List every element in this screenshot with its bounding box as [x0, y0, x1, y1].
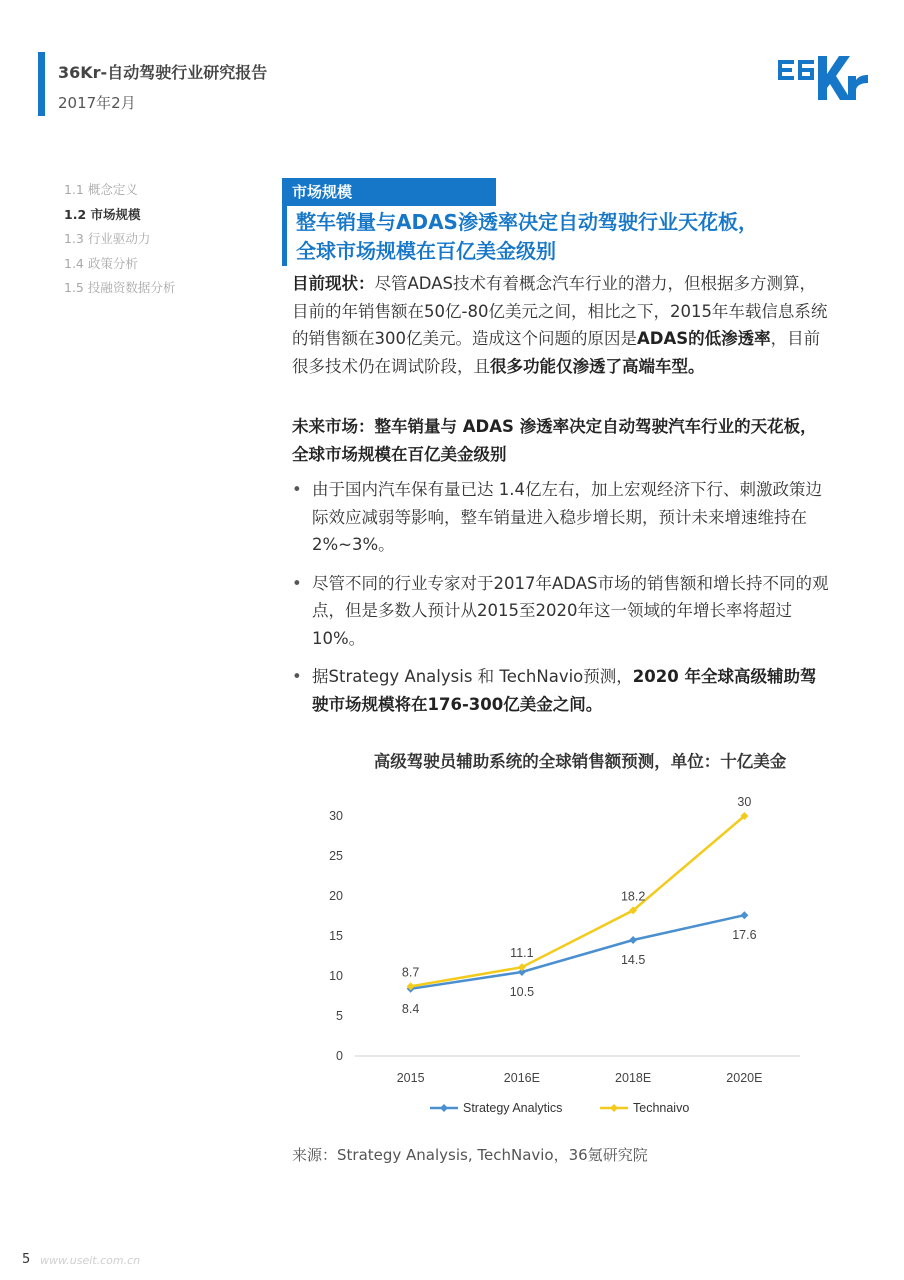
paragraph-lead: 目前现状： — [292, 274, 375, 293]
watermark: www.useit.com.cn — [40, 1254, 141, 1267]
data-label: 10.5 — [509, 985, 535, 999]
toc-item[interactable]: 1.5 投融资数据分析 — [64, 280, 176, 295]
data-label: 18.2 — [620, 889, 646, 904]
paragraph-emphasis: 很多功能仅渗透了高端车型。 — [490, 356, 705, 376]
report-date: 2017年2月 — [58, 94, 136, 112]
x-tick-label: 2018E — [615, 1071, 652, 1085]
legend-label: Strategy Analytics — [463, 1101, 563, 1115]
36kr-logo — [776, 54, 872, 108]
paragraph-text: 尽管ADAS技术有着概念汽车行业的潜力，但根据多方测算，目前的年销售额在50亿-80亿美元之间，相比之下，2015年车载信息系统的销售额在300亿美元。造成这个问题的原因是 — [292, 274, 828, 348]
headline-line-2: 全球市场规模在百亿美金级别 — [296, 239, 556, 263]
legend-label: Technaivo — [633, 1101, 690, 1115]
data-label: 14.5 — [620, 953, 646, 967]
data-label: 8.4 — [401, 1001, 420, 1016]
data-label: 8.7 — [401, 965, 420, 980]
table-of-contents — [64, 178, 175, 301]
bullet-item — [292, 570, 832, 653]
header-accent-bar — [38, 52, 45, 116]
data-label: 17.6 — [732, 928, 757, 943]
series-line-technaivo — [411, 816, 745, 986]
section-rule — [282, 206, 287, 266]
line-chart — [300, 786, 840, 1136]
chart-title: 高级驾驶员辅助系统的全球销售额预测，单位：十亿美金 — [373, 752, 787, 771]
bullet-item — [292, 663, 832, 718]
section-tab: 市场规模 — [282, 178, 496, 206]
page-number: 5 — [22, 1252, 31, 1267]
paragraph-text: ，目前很多技术仍在调试阶段，且 — [292, 329, 821, 376]
bullet-dot-icon: • — [292, 667, 302, 686]
y-tick-label: 15 — [329, 929, 343, 943]
y-tick-label: 10 — [329, 969, 343, 983]
future-market-paragraph — [292, 413, 832, 468]
bullet-text: 据Strategy Analysis 和 TechNavio预测， — [312, 667, 633, 686]
y-tick-label: 25 — [329, 849, 343, 863]
data-point-marker — [629, 936, 637, 944]
toc-item-active[interactable]: 1.2 市场规模 — [64, 206, 141, 222]
x-tick-label: 2015 — [396, 1071, 425, 1085]
bullet-dot-icon: • — [292, 480, 302, 499]
section-headline — [296, 208, 836, 266]
toc-item[interactable]: 1.1 概念定义 — [64, 182, 138, 197]
bullet-emphasis: 2020 年全球高级辅助驾驶市场规模将在176-300亿美金之间。 — [312, 667, 817, 714]
report-title: 36Kr-自动驾驶行业研究报告 — [58, 63, 268, 82]
bullet-text: 由于国内汽车保有量已达 1.4亿左右，加上宏观经济下行、刺激政策边际效应减弱等影响，整车销量进入稳步增长期，预计未来增速维持在 2%~3%。 — [312, 480, 822, 554]
paragraph-bold-text: 未来市场：整车销量与 ADAS 渗透率决定自动驾驶汽车行业的天花板，全球市场规模在百亿美金级别 — [292, 417, 817, 464]
headline-line-1: 整车销量与ADAS渗透率决定自动驾驶行业天花板， — [296, 210, 758, 234]
current-status-paragraph — [292, 270, 832, 380]
x-tick-label: 2020E — [726, 1071, 763, 1085]
y-tick-label: 20 — [329, 889, 343, 903]
toc-item[interactable]: 1.4 政策分析 — [64, 255, 138, 271]
bullet-list — [292, 476, 832, 729]
y-tick-label: 0 — [336, 1049, 343, 1063]
y-tick-label: 30 — [329, 809, 343, 823]
data-label: 30 — [737, 795, 752, 809]
y-tick-label: 5 — [336, 1009, 343, 1023]
bullet-item — [292, 476, 832, 559]
bullet-text: 尽管不同的行业专家对于2017年ADAS市场的销售额和增长持不同的观点，但是多数人预计从2015至2020年这一领域的年增长率将超过10%。 — [312, 573, 829, 648]
source-note: 来源：Strategy Analysis, TechNavio，36氪研究院 — [292, 1146, 648, 1164]
legend-marker-icon — [440, 1104, 448, 1112]
bullet-dot-icon: • — [292, 573, 302, 593]
paragraph-emphasis: ADAS的低渗透率 — [637, 329, 771, 348]
x-tick-label: 2016E — [503, 1071, 540, 1085]
legend-marker-icon — [610, 1104, 618, 1112]
data-point-marker — [740, 911, 748, 919]
toc-item[interactable]: 1.3 行业驱动力 — [64, 231, 151, 246]
data-label: 11.1 — [510, 946, 534, 961]
